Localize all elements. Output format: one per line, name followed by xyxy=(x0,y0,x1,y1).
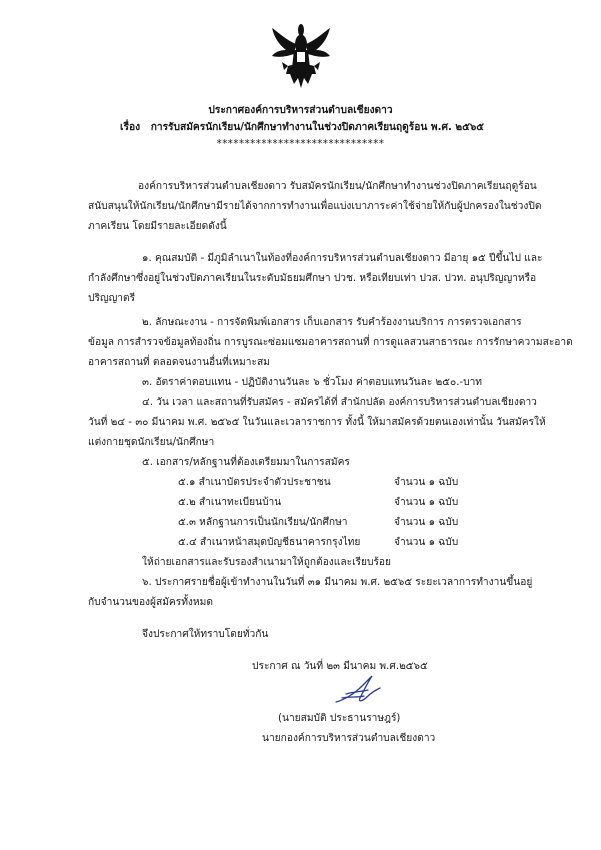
item-4-line-2: วันที่ ๒๔ - ๓๐ มีนาคม พ.ศ. ๒๕๖๕ ในวันและเวลาราชการ ทั้งนี้ ให้มาสมัครด้วยตนเองเท่านั้น วันสมัครให้ xyxy=(88,417,546,428)
doc-item-name: ๕.๒ สำเนาทะเบียนบ้าน xyxy=(178,497,282,508)
intro-line-2: สนับสนุนให้นักเรียน/นักศึกษามีรายได้จากการทำงานเพื่อแบ่งเบาภาระค่าใช้จ่ายให้กับผู้ปกครองในช่วงปิด xyxy=(88,201,542,212)
doc-item-qty: จำนวน ๑ ฉบับ xyxy=(394,517,459,528)
doc-item-qty: จำนวน ๑ ฉบับ xyxy=(394,537,459,548)
announcement-title: ประกาศองค์การบริหารส่วนตำบลเชียงดาว xyxy=(208,105,393,116)
doc-item-name: ๕.๔ สำเนาหน้าสมุดบัญชีธนาคารกรุงไทย xyxy=(178,537,361,548)
subject-line xyxy=(120,121,484,135)
intro-line-1: องค์การบริหารส่วนตำบลเชียงดาว รับสมัครนักเรียน/นักศึกษาทำงานช่วงปิดภาคเรียนฤดูร้อน xyxy=(138,181,537,192)
doc-item-qty: จำนวน ๑ ฉบับ xyxy=(394,477,459,488)
signature-icon xyxy=(332,672,384,708)
item-5: ๕. เอกสาร/หลักฐานที่ต้องเตรียมมาในการสมัคร xyxy=(142,457,350,468)
item-4-line-1: ๔. วัน เวลา และสถานที่รับสมัคร - สมัครได้ที่ สำนักปลัด องค์การบริหารส่วนตำบลเชียงดาว xyxy=(142,397,537,408)
item-6-line-1: ๖. ประกาศรายชื่อผู้เข้าทำงานในวันที่ ๓๑ มีนาคม พ.ศ. ๒๕๖๕ ระยะเวลาการทำงานขึ้นอยู่ xyxy=(142,577,533,588)
star-separator: ****************************** xyxy=(216,139,385,150)
garuda-emblem-icon xyxy=(270,22,332,90)
item-4-line-3: แต่งกายชุดนักเรียน/นักศึกษา xyxy=(88,437,215,448)
item-3: ๓. อัตราค่าตอบแทน - ปฏิบัติงานวันละ ๖ ชั่วโมง ค่าตอบแทนวันละ ๒๕๐.-บาท xyxy=(142,377,483,388)
subject-text: การรับสมัครนักเรียน/นักศึกษาทำงานในช่วงปิดภาคเรียนฤดูร้อน พ.ศ. ๒๕๖๕ xyxy=(150,122,484,133)
doc-item-name: ๕.๑ สำเนาบัตรประจำตัวประชาชน xyxy=(178,477,331,488)
item-2-line-3: อาคารสถานที่ ตลอดจนงานอื่นที่เหมาะสม xyxy=(88,357,270,368)
doc-item-qty: จำนวน ๑ ฉบับ xyxy=(394,497,459,508)
closing-statement: จึงประกาศให้ทราบโดยทั่วกัน xyxy=(142,629,269,640)
signer-position: นายกองค์การบริหารส่วนตำบลเชียงดาว xyxy=(262,733,436,744)
item-6-line-2: กับจำนวนของผู้สมัครทั้งหมด xyxy=(88,597,213,608)
doc-item-name: ๕.๓ หลักฐานการเป็นนักเรียน/นักศึกษา xyxy=(178,517,348,528)
item-1-line-2: กำลังศึกษาซึ่งอยู่ในช่วงปิดภาคเรียนในระดับมัธยมศึกษา ปวช. หรือเทียบเท่า ปวส. ปวท. อนุปริญญาหรือ xyxy=(88,273,537,284)
intro-line-3: ภาคเรียน โดยมีรายละเอียดดังนี้ xyxy=(88,221,227,232)
item-2-line-2: ข้อมูล การสำรวจข้อมูลท้องถิ่น การบูรณะซ่อมแซมอาคารสถานที่ การดูแลสวนสาธารณะ การรักษาความสะอาด xyxy=(88,337,573,348)
item-1-line-1: ๑. คุณสมบัติ - มีภูมิลำเนาในท้องที่องค์การบริหารส่วนตำบลเชียงดาว มีอายุ ๑๕ ปีขึ้นไป และ xyxy=(142,253,543,264)
announcement-date: ประกาศ ณ วันที่ ๒๓ มีนาคม พ.ศ.๒๕๖๕ xyxy=(252,661,428,672)
subject-label: เรื่อง xyxy=(120,122,141,133)
item-1-line-3: ปริญญาตรี xyxy=(88,293,136,304)
item-2-line-1: ๒. ลักษณะงาน - การจัดพิมพ์เอกสาร เก็บเอกสาร รับคำร้องงานบริการ การตรวจเอกสาร xyxy=(142,317,522,328)
signer-name: (นายสมบัติ ประธานราษฎร์) xyxy=(278,713,401,724)
docs-note: ให้ถ่ายเอกสารและรับรองสำเนามาให้ถูกต้องและเรียบร้อย xyxy=(142,557,392,568)
